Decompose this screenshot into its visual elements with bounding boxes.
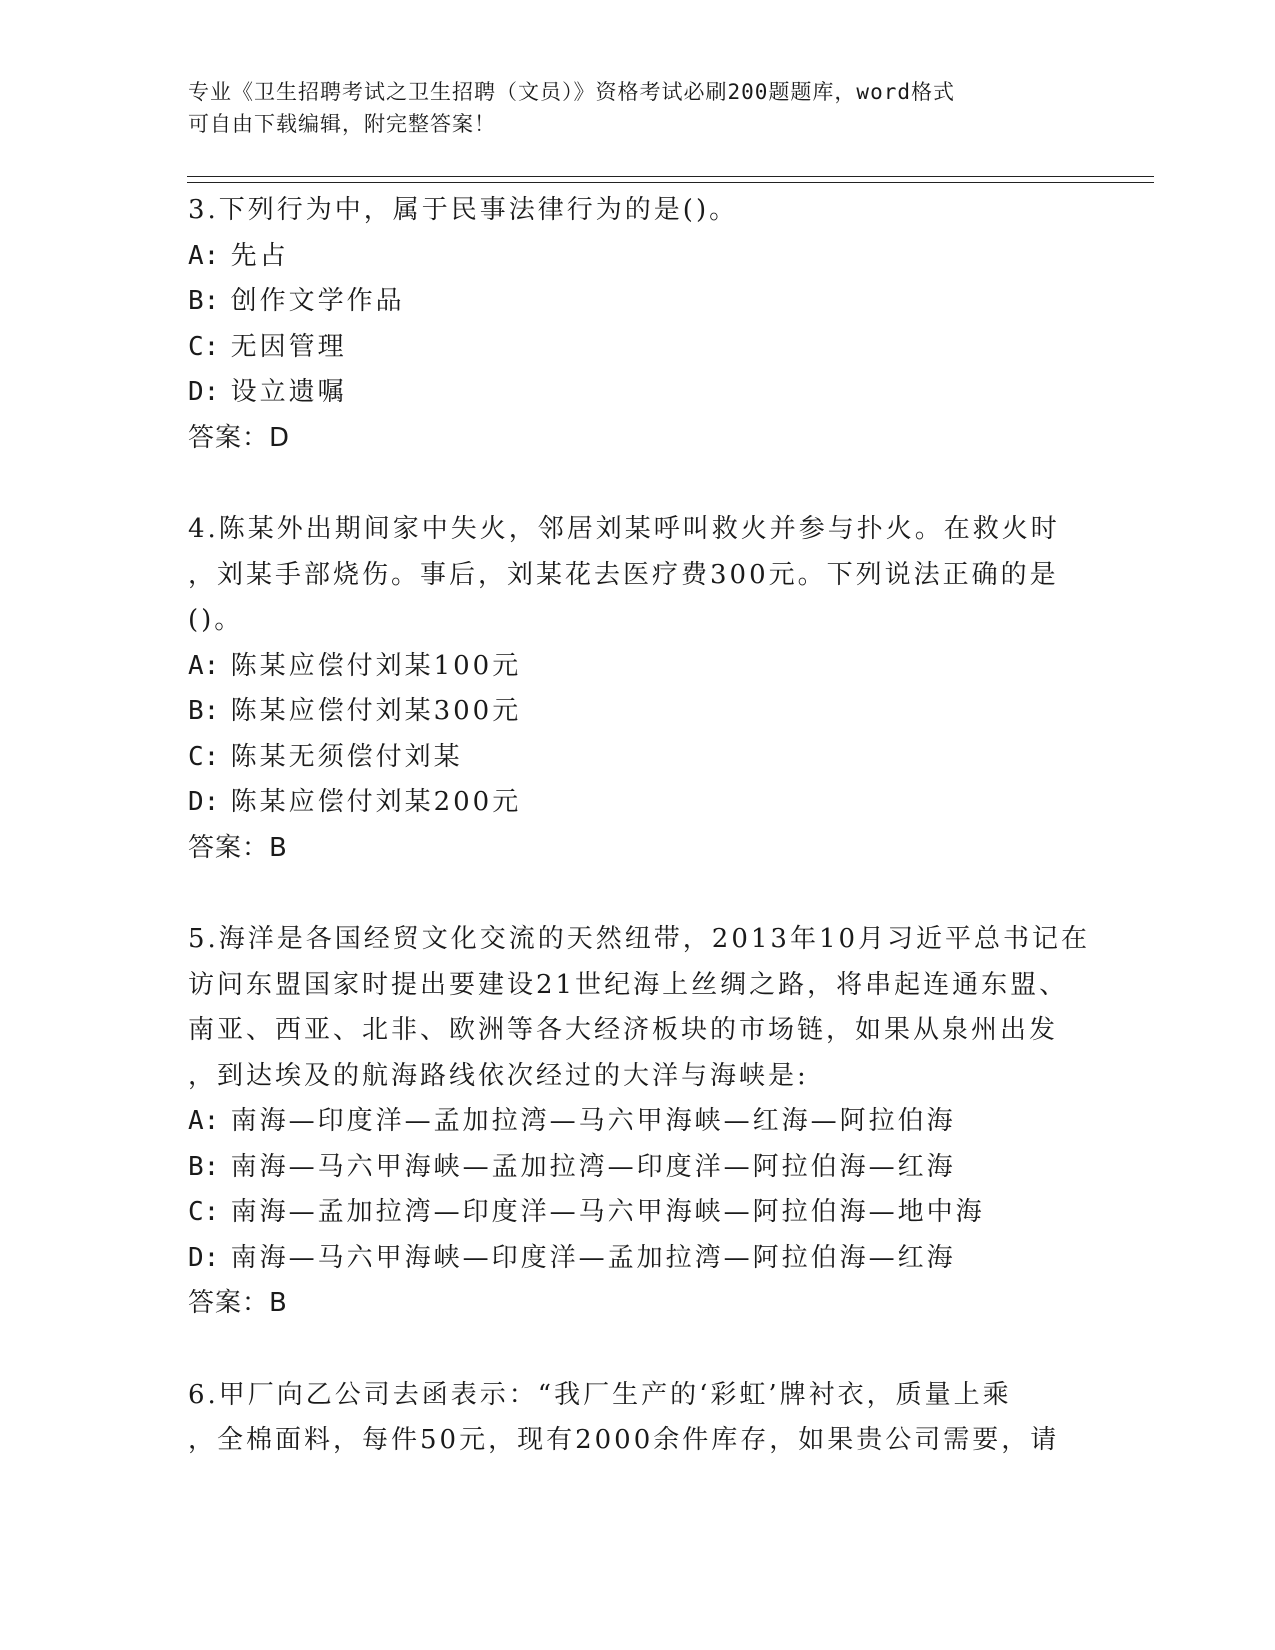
question-text: ()。 [188,605,244,635]
spacer [188,871,1088,917]
option-a: A: 南海—印度洋—孟加拉湾—马六甲海峡—红海—阿拉伯海 [188,1106,956,1136]
answer-text: 答案：B [188,1288,288,1318]
header-line-2: 可自由下载编辑，附完整答案！ [188,112,496,136]
option-b: B: 陈某应偿付刘某300元 [188,696,522,726]
question-text: ，刘某手部烧伤。事后，刘某花去医疗费300元。下列说法正确的是 [188,559,1059,590]
question-block [188,1373,1088,1464]
question-text: ，全棉面料，每件50元，现有2000余件库存，如果贵公司需要，请 [188,1425,1060,1455]
question-list [188,188,1091,1464]
option-a: A: 陈某应偿付刘某100元 [188,650,522,681]
question-block [188,507,1088,871]
question-text: 访问东盟国家时提出要建设21世纪海上丝绸之路，将串起连通东盟、 [188,969,1069,1000]
question-text: 3.下列行为中，属于民事法律行为的是()。 [188,195,739,225]
spacer [188,461,1088,507]
header-line-1: 专业《卫生招聘考试之卫生招聘（文员）》资格考试必刷200题题库，word格式 [188,80,955,104]
spacer [188,1327,1088,1373]
option-c: C: 陈某无须偿付刘某 [188,741,463,772]
document-header [188,76,1068,140]
answer-text: 答案：B [188,832,288,863]
answer-text: 答案：D [188,422,291,453]
question-text: 4.陈某外出期间家中失火，邻居刘某呼叫救火并参与扑火。在救火时 [188,514,1060,544]
question-block [188,188,1088,461]
option-b: B: 创作文学作品 [188,286,405,316]
question-block [188,917,1091,1327]
question-text: 6.甲厂向乙公司去函表示：“我厂生产的‘彩虹’牌衬衣，质量上乘 [188,1379,1012,1410]
option-d: D: 设立遗嘱 [188,377,347,407]
question-text: ，到达埃及的航海路线依次经过的大洋与海峡是: [188,1060,809,1091]
header-divider-top [187,176,1154,177]
option-a: A: 先占 [188,240,289,271]
option-d: D: 陈某应偿付刘某200元 [188,787,522,817]
option-c: C: 南海—孟加拉湾—印度洋—马六甲海峡—阿拉伯海—地中海 [188,1197,985,1227]
option-c: C: 无因管理 [188,331,347,362]
question-text: 5.海洋是各国经贸文化交流的天然纽带，2013年10月习近平总书记在 [188,924,1091,954]
option-d: D: 南海—马六甲海峡—印度洋—孟加拉湾—阿拉伯海—红海 [188,1242,956,1273]
option-b: B: 南海—马六甲海峡—孟加拉湾—印度洋—阿拉伯海—红海 [188,1151,956,1182]
header-divider-bottom [187,182,1154,183]
question-text: 南亚、西亚、北非、欧洲等各大经济板块的市场链，如果从泉州出发 [188,1015,1059,1045]
